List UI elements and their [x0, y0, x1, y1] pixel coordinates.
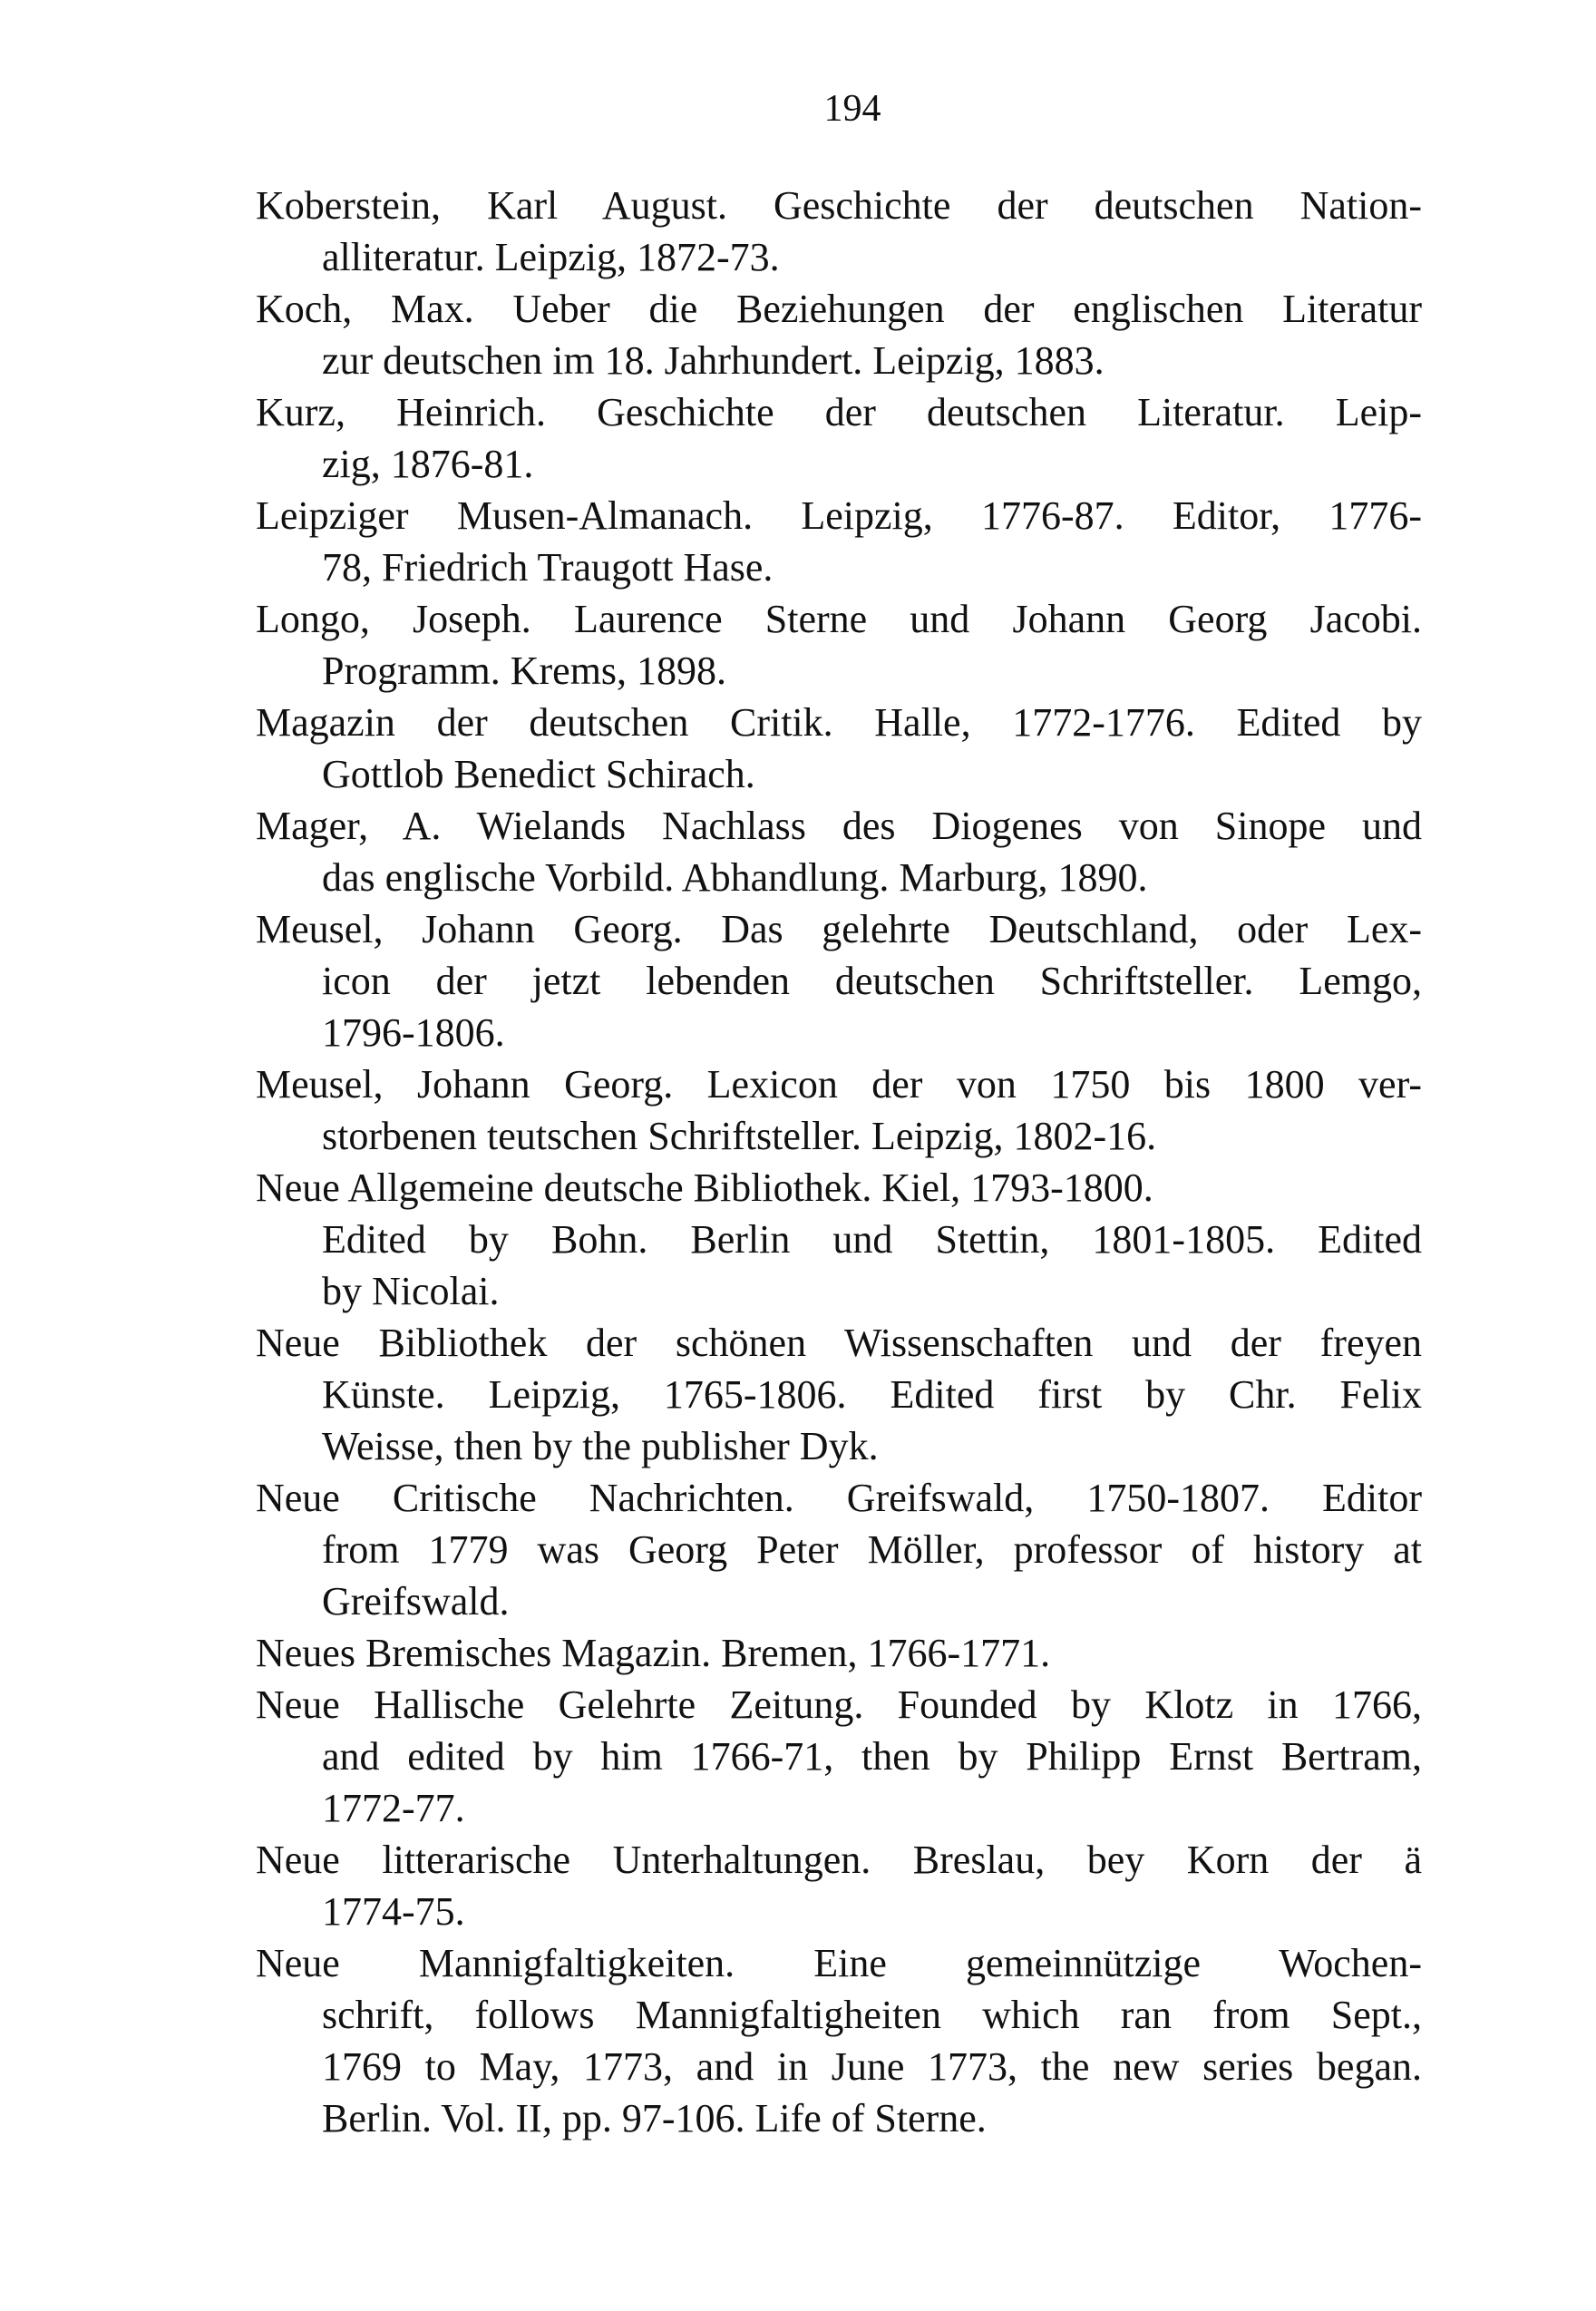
- bibliography-entry: [256, 1472, 1422, 1627]
- entry-line: 78, Friedrich Traugott Hase.: [322, 545, 774, 590]
- entry-line: Berlin. Vol. II, pp. 97-106. Life of Sterne.: [322, 2096, 987, 2140]
- bibliography-entry: [256, 1058, 1422, 1162]
- entry-line: Programm. Krems, 1898.: [322, 648, 727, 693]
- entry-line: Longo, Joseph. Laurence Sterne und Johann Georg Jacobi.: [256, 597, 1422, 641]
- bibliography-entry: [256, 697, 1422, 800]
- entry-line: das englische Vorbild. Abhandlung. Marburg, 1890.: [322, 855, 1148, 900]
- entry-line: Kurz, Heinrich. Geschichte der deutschen Literatur. Leip-: [256, 390, 1422, 434]
- bibliography-entry: [256, 1834, 1422, 1937]
- bibliography-entry: [256, 283, 1422, 386]
- entry-line: Leipziger Musen-Almanach. Leipzig, 1776-87. Editor, 1776-: [256, 493, 1422, 538]
- entry-line: zig, 1876-81.: [322, 442, 534, 486]
- entry-line: schrift, follows Mannigfaltigheiten which ran from Sept.,: [322, 1993, 1422, 2037]
- bibliography-entry: [256, 1627, 1422, 1679]
- bibliography-entry: [256, 180, 1422, 283]
- bibliography-entry: [256, 593, 1422, 697]
- entry-line: from 1779 was Georg Peter Möller, professor of history at: [322, 1527, 1422, 1572]
- entry-line: by Nicolai.: [322, 1269, 500, 1313]
- entry-line: 1774-75.: [322, 1889, 465, 1934]
- entry-line: Neue litterarische Unterhaltungen. Breslau, bey Korn der ä: [256, 1838, 1422, 1882]
- entry-line: 1769 to May, 1773, and in June 1773, the new series began.: [322, 2044, 1422, 2089]
- entry-line: Koch, Max. Ueber die Beziehungen der englischen Literatur: [256, 287, 1422, 331]
- entry-line: Meusel, Johann Georg. Lexicon der von 1750 bis 1800 ver-: [256, 1062, 1422, 1107]
- entry-line: Künste. Leipzig, 1765-1806. Edited first by Chr. Felix: [322, 1372, 1422, 1417]
- entry-line: 1772-77.: [322, 1786, 465, 1830]
- bibliography-entry: [256, 1162, 1422, 1317]
- entry-line: alliteratur. Leipzig, 1872-73.: [322, 235, 780, 279]
- entry-line: Neues Bremisches Magazin. Bremen, 1766-1771.: [256, 1631, 1051, 1675]
- entry-line: Magazin der deutschen Critik. Halle, 1772-1776. Edited by: [256, 700, 1422, 745]
- entry-line: Neue Critische Nachrichten. Greifswald, 1750-1807. Editor: [256, 1476, 1422, 1520]
- entry-line: Neue Allgemeine deutsche Bibliothek. Kiel, 1793-1800.: [256, 1165, 1153, 1210]
- entry-line: Gottlob Benedict Schirach.: [322, 752, 755, 796]
- entry-line: Weisse, then by the publisher Dyk.: [322, 1424, 879, 1468]
- entry-line: and edited by him 1766-71, then by Philipp Ernst Bertram,: [322, 1734, 1422, 1779]
- bibliography-entry: [256, 386, 1422, 490]
- entry-line: zur deutschen im 18. Jahrhundert. Leipzig, 1883.: [322, 338, 1105, 383]
- entry-line: Neue Bibliothek der schönen Wissenschaften und der freyen: [256, 1321, 1422, 1365]
- entry-line: Koberstein, Karl August. Geschichte der deutschen Nation-: [256, 183, 1422, 228]
- bibliography-entry: [256, 903, 1422, 1058]
- entry-line: storbenen teutschen Schriftsteller. Leipzig, 1802-16.: [322, 1114, 1157, 1158]
- entry-line: icon der jetzt lebenden deutschen Schriftsteller. Lemgo,: [322, 959, 1422, 1003]
- bibliography-entry: [256, 490, 1422, 593]
- entry-line: Neue Hallische Gelehrte Zeitung. Founded by Klotz in 1766,: [256, 1682, 1422, 1727]
- bibliography-entry: [256, 1317, 1422, 1472]
- page-number: 194: [823, 88, 881, 130]
- bibliography-entry: [256, 1679, 1422, 1834]
- bibliography-entry: [256, 1937, 1422, 2144]
- entry-line: Greifswald.: [322, 1579, 510, 1624]
- entry-line: Mager, A. Wielands Nachlass des Diogenes von Sinope und: [256, 804, 1422, 848]
- entry-line: Edited by Bohn. Berlin und Stettin, 1801-1805. Edited: [322, 1217, 1422, 1262]
- bibliography-list: [256, 180, 1422, 2144]
- bibliography-entry: [256, 800, 1422, 903]
- entry-line: Neue Mannigfaltigkeiten. Eine gemeinnützige Wochen-: [256, 1941, 1422, 1985]
- entry-line: 1796-1806.: [322, 1010, 505, 1055]
- entry-line: Meusel, Johann Georg. Das gelehrte Deutschland, oder Lex-: [256, 907, 1422, 951]
